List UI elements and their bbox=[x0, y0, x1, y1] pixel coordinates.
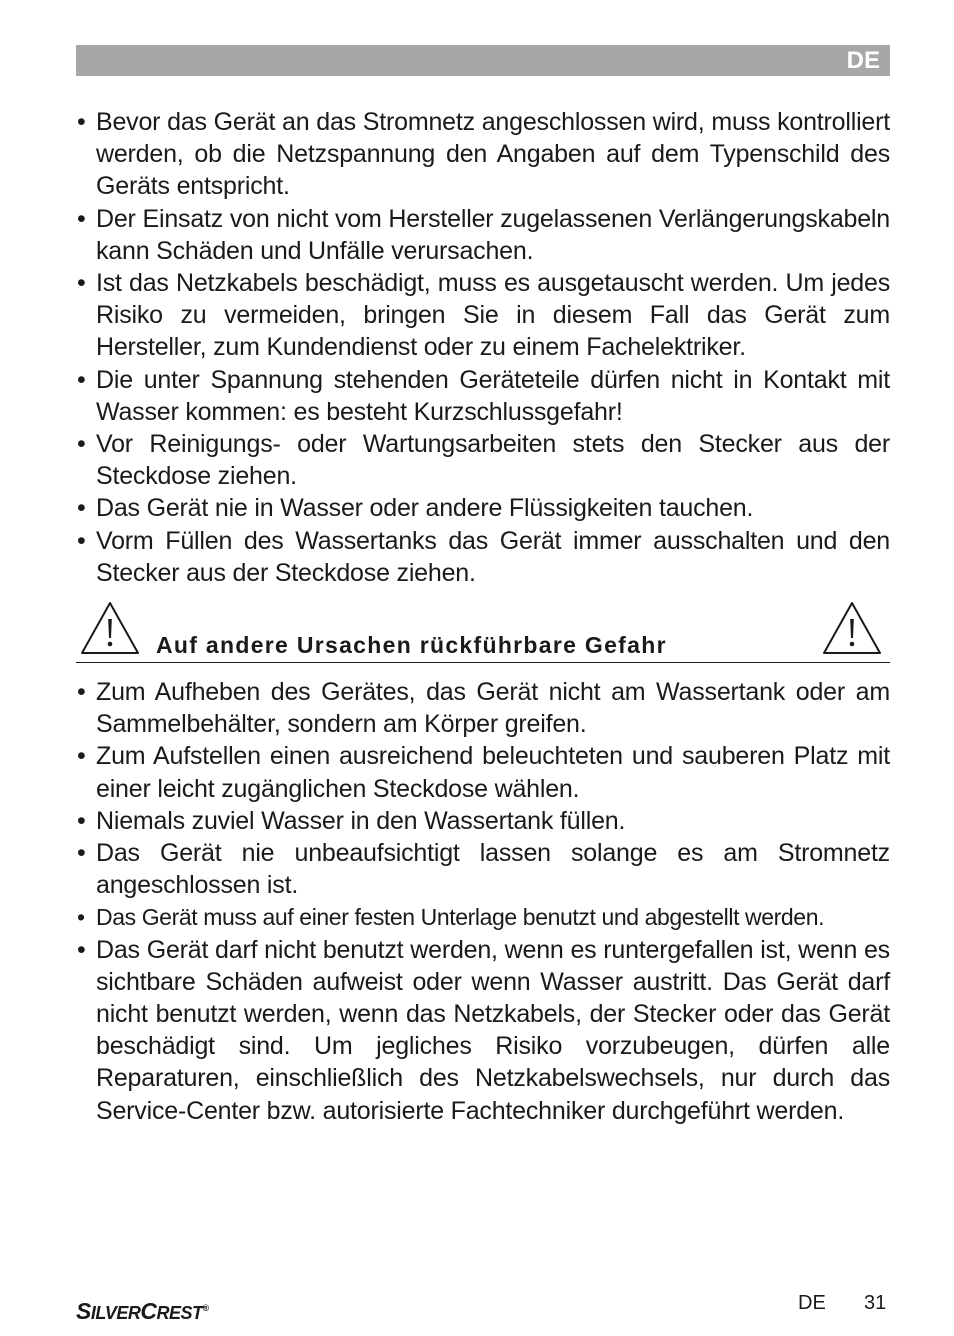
list-item: • Bevor das Gerät an das Stromnetz angeschlossen wird, muss kontrolliert werden, ob die Netzspannung den Angaben auf dem Typenschild des Geräts entspricht. bbox=[76, 106, 890, 203]
list-item: • Zum Aufheben des Gerätes, das Gerät nicht am Wassertank oder am Sammelbehälter, sondern am Körper greifen. bbox=[76, 676, 890, 740]
page-number: 31 bbox=[864, 1292, 887, 1314]
list-item: • Vorm Füllen des Wassertanks das Gerät immer ausschalten und den Stecker aus der Steckdose ziehen. bbox=[76, 525, 890, 589]
safety-list-electrical bbox=[76, 106, 890, 589]
list-item: • Zum Aufstellen einen ausreichend beleuchteten und sauberen Platz mit einer leicht zugänglichen Steckdose wählen. bbox=[76, 740, 890, 804]
list-item: • Das Gerät nie in Wasser oder andere Flüssigkeiten tauchen. bbox=[76, 492, 890, 524]
warning-section-title: Auf andere Ursachen rückführbare Gefahr bbox=[156, 632, 667, 658]
list-item: • Vor Reinigungs- oder Wartungsarbeiten stets den Stecker aus der Steckdose ziehen. bbox=[76, 428, 890, 492]
language-header-bar bbox=[76, 45, 890, 76]
list-item: • Das Gerät nie unbeaufsichtigt lassen solange es am Stromnetz angeschlossen ist. bbox=[76, 837, 890, 901]
warning-section-heading bbox=[76, 598, 890, 663]
list-item: • Der Einsatz von nicht vom Hersteller zugelassenen Verlängerungskabeln kann Schäden und Unfälle verursachen. bbox=[76, 203, 890, 267]
language-code: DE bbox=[846, 47, 880, 74]
warning-triangle-icon bbox=[821, 600, 883, 656]
list-item: • Niemals zuviel Wasser in den Wassertank füllen. bbox=[76, 805, 890, 837]
safety-list-other-hazards bbox=[76, 676, 890, 1127]
brand-logo: SILVERCREST® bbox=[76, 1298, 209, 1324]
list-item: • Ist das Netzkabels beschädigt, muss es ausgetauscht werden. Um jedes Risiko zu vermeiden, bringen Sie in diesem Fall das Gerät zum Hersteller, zum Kundendienst oder zu einem Fachelektriker. bbox=[76, 267, 890, 364]
list-item: • Das Gerät muss auf einer festen Unterlage benutzt und abgestellt werden. bbox=[76, 901, 890, 933]
list-item: • Die unter Spannung stehenden Geräteteile dürfen nicht in Kontakt mit Wasser kommen: es besteht Kurzschlussgefahr! bbox=[76, 364, 890, 428]
list-item: • Das Gerät darf nicht benutzt werden, wenn es runtergefallen ist, wenn es sichtbare Schäden aufweist oder wenn Wasser austritt. Das Gerät darf nicht benutzt werden, wenn das Netzkabels, der Stecker oder das Gerät beschädigt sind. Um jegliches Risiko vorzubeugen, dürfen alle Reparaturen, einschließlich des Netzkabelswechsels, nur durch das Service-Center bzw. autorisierte Fachtechniker durchgeführt werden. bbox=[76, 934, 890, 1127]
warning-triangle-icon bbox=[79, 600, 141, 656]
footer-language: DE bbox=[798, 1292, 826, 1314]
